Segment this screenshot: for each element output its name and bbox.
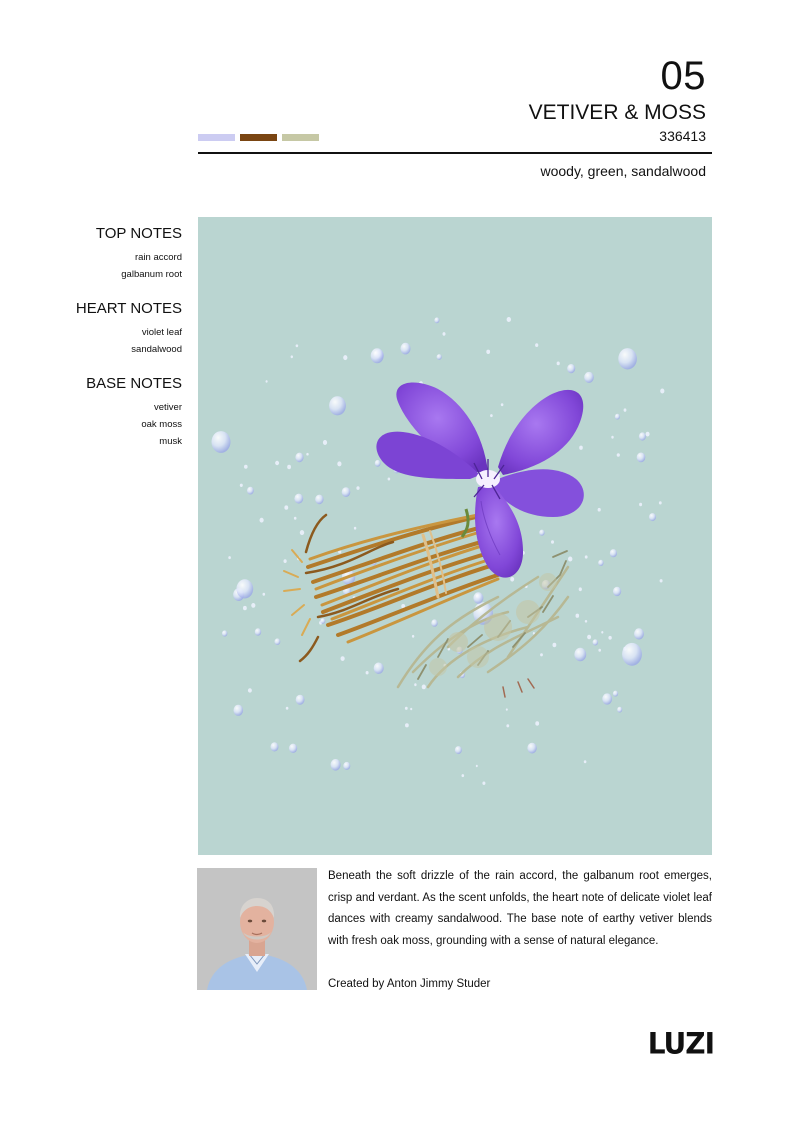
water-droplet (557, 362, 560, 366)
water-droplet (271, 742, 279, 751)
water-droplet (639, 503, 642, 506)
scent-descriptors: woody, green, sandalwood (540, 163, 706, 179)
note-item: oak moss (141, 419, 182, 430)
water-droplet (473, 592, 483, 603)
water-droplet (284, 505, 288, 509)
water-droplet (414, 683, 416, 686)
water-droplet (567, 364, 575, 373)
water-droplet (611, 436, 613, 439)
water-droplet (331, 759, 341, 771)
water-droplet (579, 446, 583, 450)
water-droplet (266, 380, 268, 383)
water-droplet (356, 486, 359, 490)
water-droplet (240, 484, 243, 487)
notes-column (40, 225, 182, 467)
water-droplet (587, 635, 591, 640)
water-droplet (608, 636, 611, 640)
water-droplet (455, 746, 462, 754)
water-droplet (539, 530, 544, 536)
note-item: musk (159, 436, 182, 447)
water-droplet (527, 743, 536, 754)
water-droplet (251, 603, 255, 608)
water-droplet (486, 350, 490, 354)
water-droplet (598, 649, 601, 652)
water-droplet (462, 774, 465, 777)
water-droplet (375, 460, 381, 467)
water-droplet (243, 606, 247, 610)
water-droplet (610, 549, 617, 557)
water-droplet (212, 431, 231, 453)
perfumer-credit: Created by Anton Jimmy Studer (328, 978, 491, 990)
water-droplet (247, 487, 254, 495)
water-droplet (323, 440, 327, 445)
water-droplet (579, 587, 582, 591)
water-droplet (646, 432, 650, 437)
water-droplet (337, 461, 341, 466)
water-droplet (602, 693, 612, 704)
color-swatch (198, 134, 235, 141)
fragrance-title: VETIVER & MOSS (528, 101, 706, 124)
water-droplet (476, 765, 478, 767)
water-droplet (535, 721, 539, 725)
water-droplet (289, 744, 297, 753)
header-divider (198, 152, 712, 154)
note-item: violet leaf (141, 327, 182, 338)
water-droplet (320, 618, 325, 624)
color-swatches (198, 134, 319, 141)
water-droplet (617, 707, 622, 713)
water-droplet (615, 414, 620, 420)
water-droplet (287, 465, 291, 469)
water-droplet (410, 708, 412, 711)
water-droplet (286, 707, 289, 710)
hero-illustration (198, 217, 712, 855)
water-droplet (510, 577, 514, 582)
water-droplet (490, 414, 493, 417)
brand-logo: LUZI (647, 1026, 714, 1061)
water-droplet (294, 494, 303, 504)
water-droplet (584, 372, 594, 383)
water-droplet (343, 762, 350, 770)
hero-artwork (198, 217, 712, 855)
water-droplet (412, 635, 414, 638)
water-droplet (613, 587, 621, 596)
portrait-photo (197, 868, 317, 990)
water-droplet (535, 343, 538, 347)
note-item: sandalwood (131, 344, 182, 355)
water-droplet (366, 671, 369, 674)
water-droplet (598, 508, 601, 512)
water-droplet (296, 695, 305, 705)
water-droplet (639, 432, 646, 440)
water-droplet (248, 688, 252, 692)
water-droplet (228, 556, 231, 559)
water-droplet (388, 478, 391, 481)
water-droplet (576, 614, 580, 618)
water-droplet (443, 332, 446, 336)
water-droplet (343, 355, 347, 360)
water-droplet (431, 619, 437, 626)
color-swatch (282, 134, 319, 141)
perfumer-portrait (197, 868, 317, 990)
note-item: galbanum root (121, 269, 182, 280)
top-notes (40, 225, 182, 283)
water-droplet (574, 648, 586, 662)
water-droplet (329, 396, 346, 415)
fragrance-description: Beneath the soft drizzle of the rain accord, the galbanum root emerges, crisp and verdant. As the scent unfolds, the heart note of delicate violet leaf dances with creamy sandalwood. The base note of earthy vetiver blends with fresh oak moss, grounding with a sense of natural elegance. (328, 870, 712, 948)
water-droplet (584, 760, 587, 763)
water-droplet (613, 691, 618, 697)
water-droplet (624, 408, 627, 411)
water-droplet (371, 348, 384, 363)
water-droplet (568, 557, 572, 562)
water-droplet (637, 453, 646, 463)
water-droplet (354, 527, 356, 530)
water-droplet (601, 631, 603, 634)
water-droplet (306, 453, 308, 456)
water-droplet (275, 461, 279, 465)
water-droplet (434, 317, 439, 323)
note-heading: BASE NOTES (86, 375, 182, 392)
water-droplet (634, 628, 644, 639)
note-heading: HEART NOTES (75, 300, 182, 317)
water-droplet (553, 643, 557, 647)
water-droplet (222, 630, 227, 636)
color-swatch (240, 134, 277, 141)
water-droplet (482, 782, 485, 785)
water-droplet (617, 453, 620, 457)
water-droplet (622, 643, 642, 666)
water-droplet (296, 344, 299, 347)
water-droplet (437, 354, 442, 360)
water-droplet (315, 495, 323, 505)
note-heading: TOP NOTES (95, 225, 182, 242)
water-droplet (244, 465, 248, 469)
water-droplet (506, 708, 508, 710)
water-droplet (255, 628, 261, 635)
water-droplets (212, 317, 665, 785)
note-item: rain accord (135, 252, 182, 263)
water-droplet (294, 517, 297, 520)
water-droplet (401, 343, 411, 355)
water-droplet (405, 723, 409, 727)
water-droplet (263, 593, 266, 596)
water-droplet (506, 724, 509, 727)
water-droplet (341, 656, 345, 661)
water-droplet (342, 487, 351, 497)
water-droplet (649, 513, 656, 521)
water-droplet (501, 403, 504, 406)
water-droplet (284, 559, 287, 563)
water-droplet (275, 638, 281, 645)
water-droplet (540, 653, 543, 656)
water-droplet (507, 317, 511, 322)
base-notes (40, 375, 182, 450)
water-droplet (300, 530, 304, 535)
water-droplet (585, 555, 588, 558)
note-item: vetiver (154, 402, 182, 413)
water-droplet (598, 560, 603, 566)
water-droplet (593, 639, 598, 645)
water-droplet (295, 453, 303, 463)
water-droplet (260, 518, 264, 523)
fragrance-code: 336413 (659, 128, 706, 144)
fragrance-number: 05 (660, 54, 706, 98)
water-droplet (585, 620, 587, 623)
water-droplet (422, 685, 426, 690)
water-droplet (234, 705, 244, 716)
water-droplet (405, 707, 408, 710)
water-droplet (291, 355, 293, 358)
heart-notes (40, 300, 182, 358)
water-droplet (660, 579, 663, 582)
water-droplet (660, 389, 664, 394)
water-droplet (236, 579, 253, 598)
water-droplet (374, 663, 384, 674)
water-droplet (659, 501, 662, 504)
water-droplet (618, 348, 637, 369)
water-droplet (551, 540, 554, 544)
